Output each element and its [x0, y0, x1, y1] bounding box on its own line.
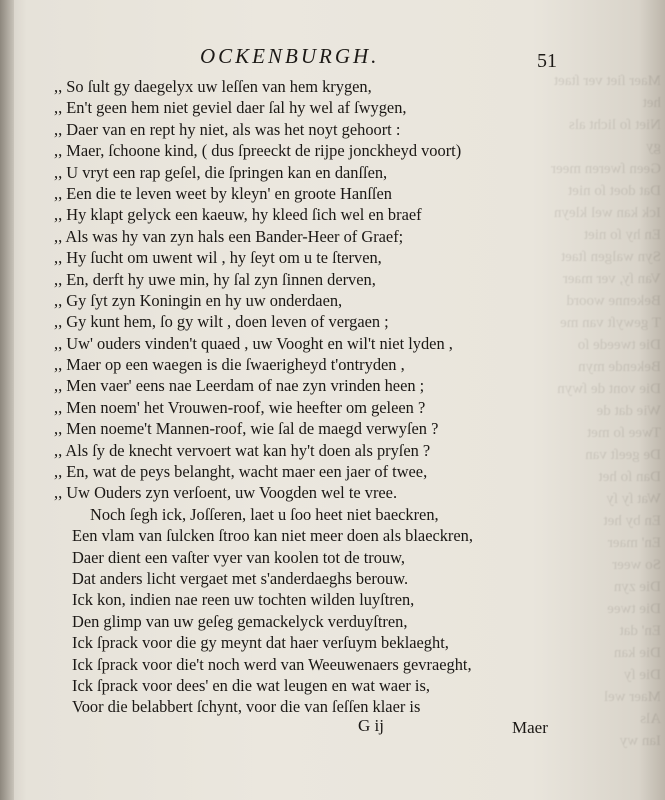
page-number: 51	[537, 50, 557, 72]
text-line: ,, Een die te leven weet by kleyn' en groote Hanſſen	[54, 183, 392, 203]
text-line: ,, En't geen hem niet geviel daer ſal hy wel af ſwygen,	[54, 98, 407, 118]
text-line: ,, Gy kunt hem, ſo gy wilt , doen leven of vergaen ;	[54, 312, 389, 332]
signature-mark: G ij	[358, 716, 384, 735]
text-line: Ick kon, indien nae reen uw tochten wilden luyſtren,	[72, 590, 415, 610]
text-line: ,, Als was hy van zyn hals een Bander-Heer of Graef;	[54, 226, 404, 246]
text-line: Dat anders licht vergaet met s'anderdaeghs berouw.	[72, 568, 409, 588]
text-line: ,, Men noeme't Mannen-roof, wie ſal de maegd verwyſen ?	[54, 419, 439, 439]
text-line: ,, Daer van en rept hy niet, als was het noyt gehoort :	[54, 119, 401, 139]
text-line: ,, Gy ſyt zyn Koningin en hy uw onderdaen,	[54, 290, 343, 310]
text-line: Ick ſprack voor dees' en die wat leugen en wat waer is,	[72, 675, 430, 695]
text-line: ,, Men vaer' eens nae Leerdam of nae zyn vrinden heen ;	[54, 376, 425, 396]
text-line: ,, En, wat de peys belanght, wacht maer een jaer of twee,	[54, 462, 428, 482]
catchword: Maer	[512, 718, 548, 737]
text-line: Een vlam van ſulcken ſtroo kan niet meer doen als blaeckren,	[72, 526, 473, 546]
text-line: ,, Hy klapt gelyck een kaeuw, hy kleed ſich wel en braef	[54, 205, 422, 225]
page-header	[0, 44, 665, 74]
text-line: Den glimp van uw geſeg gemackelyck verduyſtren,	[72, 611, 408, 631]
running-head: OCKENBURGH.	[200, 44, 380, 68]
text-line: ,, Als ſy de knecht vervoert wat kan hy't doen als pryſen ?	[54, 440, 431, 460]
show-through-text: Maer ſiet ver ſtaet het Niet ſo licht als gy Geen ſweren meer Dat doet ſo niet Ick kan wel kleyn En hy ſo niet Syn walgen ſtaet Van ſy, ver maer Bekenne woord T gewyſt van me Die tweede ſo Bekende myn Die vont de ſwyn Wie dat de Twee ſo met De geeſt van Dan ſo het Wat ſy ſy En by het En' maer So weer Die zyn Die twee En' dat Die kan Die ſy Maer wel Als Ian wy	[551, 73, 661, 749]
text-line: ,, Maer, ſchoone kind, ( dus ſpreeckt de rijpe jonckheyd voort)	[54, 141, 462, 161]
text-line: Voor die belabbert ſchynt, voor die van ſeſſen klaer is	[72, 697, 421, 717]
text-line: ,, So ſult gy daegelyx uw leſſen van hem krygen,	[54, 77, 372, 96]
page-footer	[0, 716, 665, 742]
text-line: Noch ſegh ick, Joſſeren, laet u ſoo heet niet baeckren,	[90, 504, 439, 524]
text-line: Ick ſprack voor die gy meynt dat haer verſuym beklaeght,	[72, 633, 449, 653]
text-line: ,, Hy ſucht om uwent wil , hy ſeyt om u te ſterven,	[54, 248, 382, 268]
text-line: ,, U vryt een rap geſel, die ſpringen kan en danſſen,	[54, 162, 388, 182]
text-line: ,, Uw Ouders zyn verſoent, uw Voogden wel te vree.	[54, 483, 398, 503]
text-line: Ick ſprack voor die't noch werd van Weeuwenaers gevraeght,	[72, 654, 472, 674]
text-line: ,, En, derft hy uwe min, hy ſal zyn ſinnen derven,	[54, 269, 376, 289]
text-line: ,, Men noem' het Vrouwen-roof, wie heefter om geleen ?	[54, 397, 426, 417]
text-line: Daer dient een vaſter vyer van koolen tot de trouw,	[72, 547, 405, 567]
page-gutter	[0, 0, 14, 800]
text-line: ,, Uw' ouders vinden't quaed , uw Vooght en wil't niet lyden ,	[54, 333, 453, 353]
text-line: ,, Maer op een waegen is die ſwaerigheyd t'ontryden ,	[54, 355, 405, 375]
poem-text	[54, 76, 566, 718]
